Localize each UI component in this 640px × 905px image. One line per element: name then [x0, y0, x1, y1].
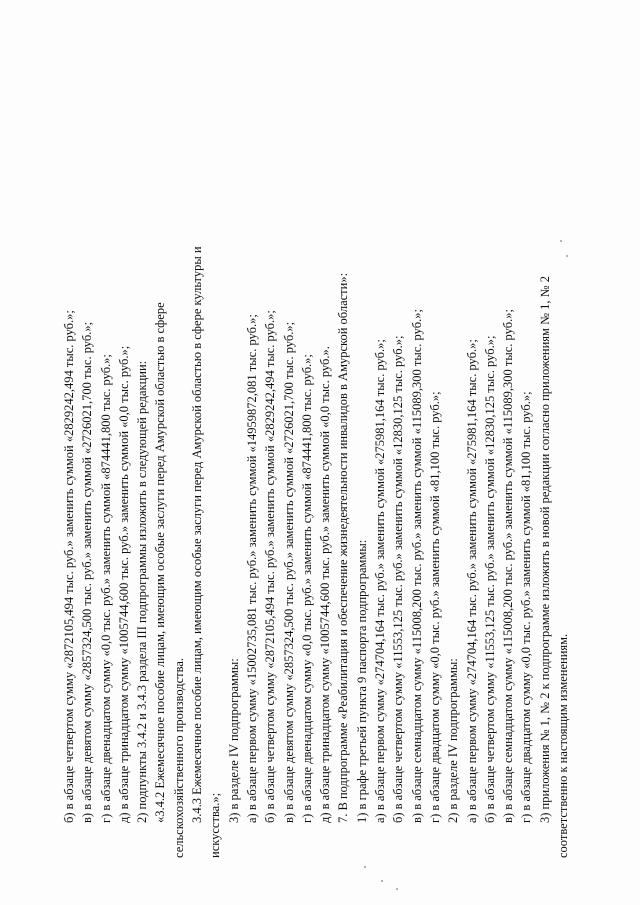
text-line: г) в абзаце двенадцатом сумму «0,0 тыс. руб.» заменить суммой «874441,800 тыс. руб.»; — [98, 354, 113, 823]
text-line: 3) приложения № 1, № 2 к подпрограмме изложить в новой редакции согласно приложениям № 1, № 2 — [537, 276, 552, 823]
text-line: д) в абзаце тринадцатом сумму «1005744,600 тыс. руб.» заменить суммой «0,0 тыс. руб.»; — [116, 345, 131, 823]
text-line: в) в абзаце семнадцатом сумму «115008,200 тыс. руб.» заменить суммой «115089,300 тыс. руб.»; — [501, 309, 516, 823]
text-line: «3.4.2 Ежемесячное пособие лицам, имеющим особые заслуги перед Амурской областью в сфере — [153, 302, 168, 823]
text-line: б) в абзаце четвертом сумму «2872105,494 тыс. руб.» заменить суммой «2829242,494 тыс. руб.»; — [62, 310, 76, 823]
text-line: в) в абзаце девятом сумму «2857324,500 тыс. руб.» заменить суммой «2726021,700 тыс. руб.»; — [281, 321, 296, 823]
text-line: г) в абзаце двадцатом сумму «0,0 тыс. руб.» заменить суммой «81,100 тыс. руб.»; — [519, 391, 534, 823]
text-line: б) в абзаце четвертом сумму «2872105,494 тыс. руб.» заменить суммой «2829242,494 тыс. руб.»; — [263, 310, 278, 823]
scan-speck — [381, 880, 383, 882]
text-line: в) в абзаце семнадцатом сумму «115008,200 тыс. руб.» заменить суммой «115089,300 тыс. руб.»; — [409, 309, 424, 823]
text-line: а) в абзаце первом сумму «15002735,081 тыс. руб.» заменить суммой «14959872,081 тыс. руб.»; — [244, 314, 259, 823]
text-line: искусства.»; — [208, 792, 223, 858]
text-line: г) в абзаце двадцатом сумму «0,0 тыс. руб.» заменить суммой «81,100 тыс. руб.»; — [427, 391, 442, 823]
scan-speck — [560, 240, 562, 242]
text-line: 2) в разделе IV подпрограммы: — [446, 658, 461, 823]
document-body — [60, 58, 572, 858]
text-line: сельскохозяйственного производства. — [171, 657, 186, 858]
scan-speck — [566, 255, 568, 257]
text-line: д) в абзаце тринадцатом сумму «1005744,600 тыс. руб.» заменить суммой «0,0 тыс. руб.». — [318, 346, 333, 823]
text-line: 1) в графе третьей пункта 9 паспорта подпрограммы: — [354, 539, 369, 823]
scan-speck — [364, 866, 366, 868]
text-line: б) в абзаце четвертом сумму «11553,125 тыс. руб.» заменить суммой «12830,125 тыс. руб.»; — [482, 335, 497, 823]
text-line: 2) подпункты 3.4.2 и 3.4.3 раздела III подпрограммы изложить в следующей редакции: — [135, 360, 150, 823]
text-line: 3) в разделе IV подпрограммы: — [226, 658, 241, 823]
text-line: 3.4.3 Ежемесячное пособие лицам, имеющим особые заслуги перед Амурской областью в сфере культуры и — [190, 246, 205, 823]
text-line: 7. В подпрограмме «Реабилитация и обеспечение жизнедеятельности инвалидов в Амурской области»: — [336, 272, 351, 823]
text-line: б) в абзаце четвертом сумму «11553,125 тыс. руб.» заменить суммой «12830,125 тыс. руб.»; — [391, 335, 406, 823]
text-line: г) в абзаце двенадцатом сумму «0,0 тыс. руб.» заменить суммой «874441,800 тыс. руб.»; — [299, 354, 314, 823]
text-line: соответственно к настоящим изменениям. — [556, 633, 571, 858]
text-line: а) в абзаце первом сумму «274704,164 тыс. руб.» заменить суммой «275981,164 тыс. руб.»; — [373, 339, 388, 823]
text-line: а) в абзаце первом сумму «274704,164 тыс. руб.» заменить суммой «275981,164 тыс. руб.»; — [464, 339, 479, 823]
text-line: в) в абзаце девятом сумму «2857324,500 тыс. руб.» заменить суммой «2726021,700 тыс. руб.»; — [80, 321, 95, 823]
scan-speck — [396, 888, 398, 890]
